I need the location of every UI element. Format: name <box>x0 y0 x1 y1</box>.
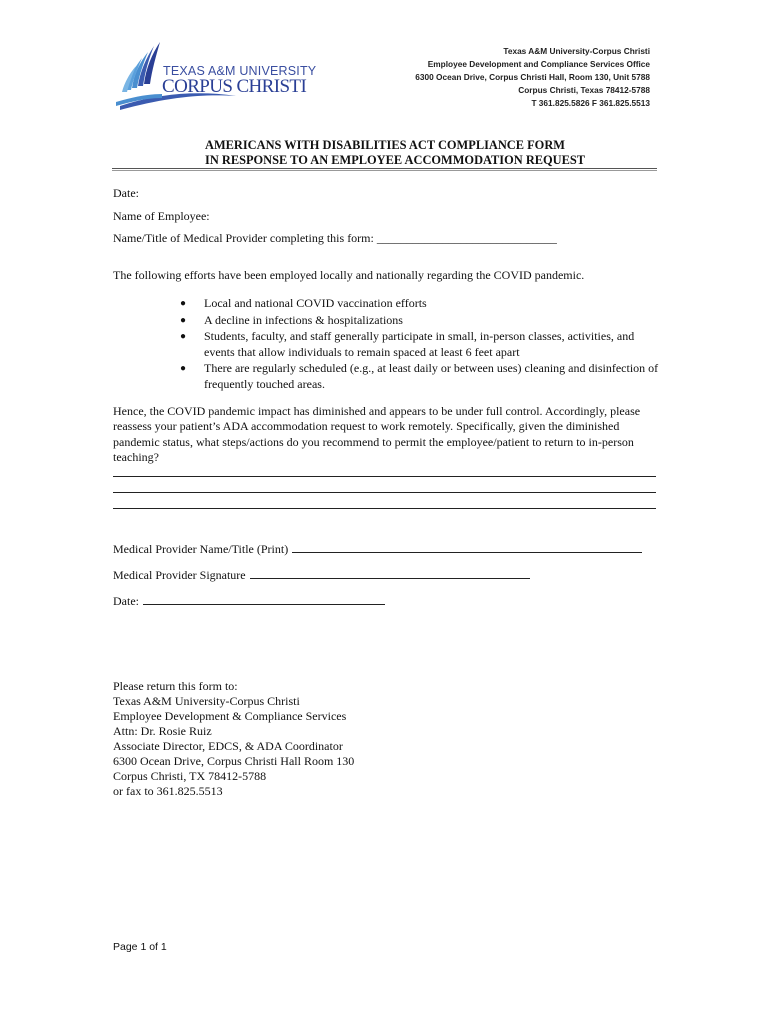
return-line: Associate Director, EDCS, & ADA Coordinator <box>113 739 343 753</box>
response-line[interactable] <box>113 492 656 493</box>
office-line: T 361.825.5826 F 361.825.5513 <box>531 98 650 108</box>
response-line[interactable] <box>113 508 656 509</box>
return-line: Attn: Dr. Rosie Ruiz <box>113 724 212 738</box>
office-address-block <box>415 45 650 110</box>
list-item <box>180 329 660 360</box>
office-line: Employee Development and Compliance Services Office <box>427 59 650 69</box>
list-item-text: There are regularly scheduled (e.g., at least daily or between uses) cleaning and disinfection of frequently touched areas. <box>204 361 659 391</box>
list-item-text: Local and national COVID vaccination efforts <box>204 296 427 310</box>
provider-signature-row <box>113 566 530 583</box>
form-title <box>205 138 585 168</box>
logo-text-university: TEXAS A&M UNIVERSITY <box>163 64 317 78</box>
date-field-label: Date: <box>113 186 139 200</box>
title-divider <box>112 168 657 169</box>
return-line: 6300 Ocean Drive, Corpus Christi Hall Room 130 <box>113 754 355 768</box>
return-line: Texas A&M University-Corpus Christi <box>113 694 300 708</box>
list-item <box>180 361 660 392</box>
employee-name-label: Name of Employee: <box>113 209 210 223</box>
return-line: Employee Development & Compliance Services <box>113 709 347 723</box>
return-address-block <box>113 679 354 799</box>
list-item-text: Students, faculty, and staff generally participate in small, in-person classes, activities, and events that allow individuals to remain spaced at least 6 feet apart <box>204 329 635 359</box>
signature-date-row <box>113 592 385 609</box>
return-line: or fax to 361.825.5513 <box>113 784 223 798</box>
return-line: Corpus Christi, TX 78412-5788 <box>113 769 267 783</box>
signature-date-label: Date: <box>113 594 139 608</box>
office-line: 6300 Ocean Drive, Corpus Christi Hall, Room 130, Unit 5788 <box>415 72 650 82</box>
list-item <box>180 313 660 329</box>
efforts-list <box>180 296 660 393</box>
list-item <box>180 296 660 312</box>
intro-text: The following efforts have been employed locally and nationally regarding the COVID pandemic. <box>113 268 585 282</box>
bullet-icon: ● <box>180 363 187 374</box>
bullet-icon: ● <box>180 331 187 342</box>
form-title-line-1: AMERICANS WITH DISABILITIES ACT COMPLIANCE FORM <box>205 138 565 152</box>
reassess-paragraph: Hence, the COVID pandemic impact has diminished and appears to be under full control. Accordingly, please reassess your patient’s ADA accommodation request to work remotely. Specifically, given the diminished pandemic status, what steps/actions do you recommend to permit the employee/patient to return to in-person teaching? <box>113 404 641 465</box>
provider-signature-label: Medical Provider Signature <box>113 568 246 582</box>
provider-signature-field[interactable] <box>250 566 530 579</box>
office-line: Corpus Christi, Texas 78412-5788 <box>518 85 650 95</box>
provider-print-name-row <box>113 540 642 557</box>
bullet-icon: ● <box>180 298 187 309</box>
title-divider-shadow <box>112 170 657 171</box>
response-line[interactable] <box>113 476 656 477</box>
office-line: Texas A&M University-Corpus Christi <box>503 46 650 56</box>
provider-print-name-field[interactable] <box>292 540 642 553</box>
page-number: Page 1 of 1 <box>113 941 167 953</box>
list-item-text: A decline in infections & hospitalizations <box>204 312 403 327</box>
bullet-icon: ● <box>180 314 187 326</box>
provider-name-label: Name/Title of Medical Provider completing this form: ______________________________ <box>113 231 557 245</box>
logo-text-campus: CORPUS CHRISTI <box>162 76 307 97</box>
signature-date-field[interactable] <box>143 592 385 605</box>
provider-print-name-label: Medical Provider Name/Title (Print) <box>113 542 289 556</box>
form-title-line-2: IN RESPONSE TO AN EMPLOYEE ACCOMMODATION REQUEST <box>205 153 586 167</box>
return-line: Please return this form to: <box>113 679 238 693</box>
